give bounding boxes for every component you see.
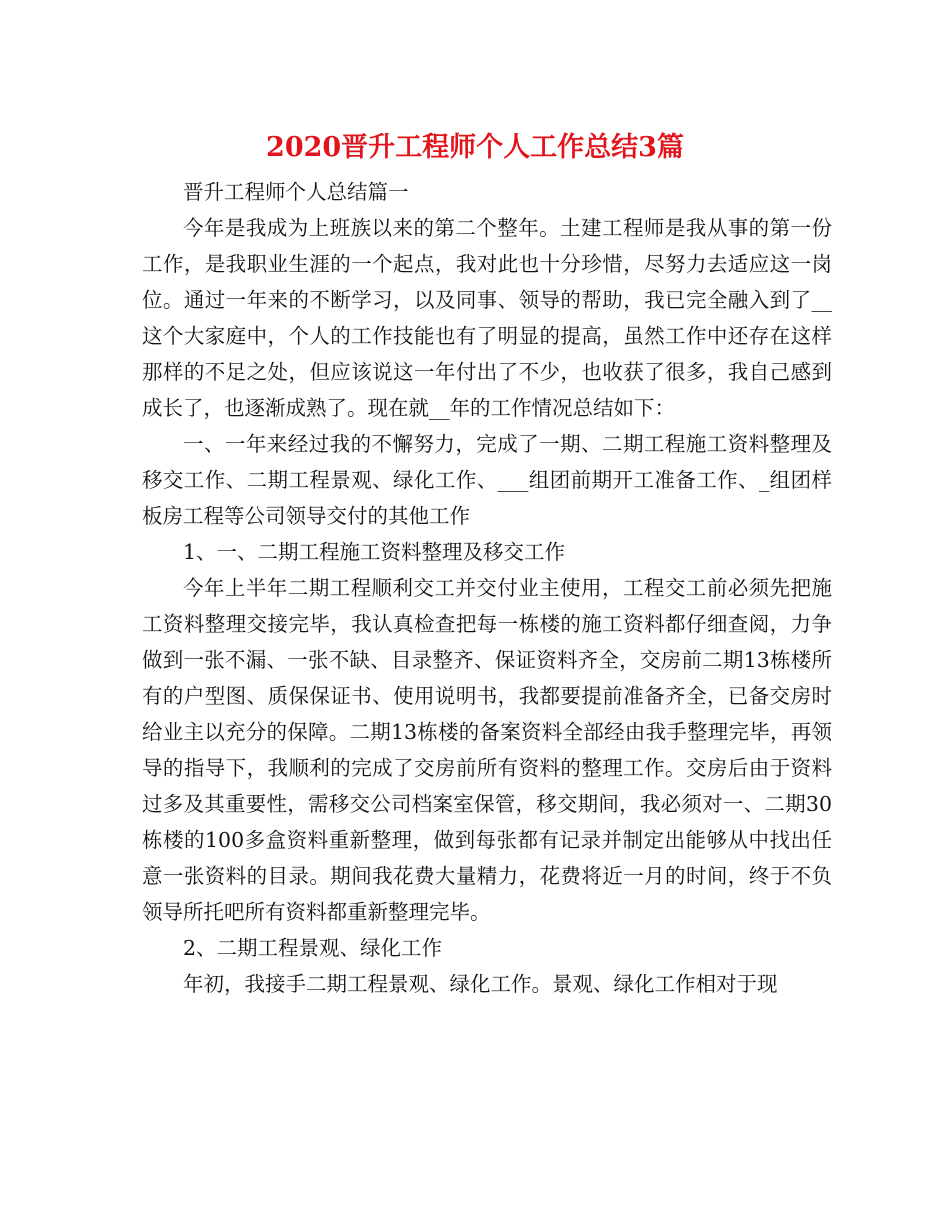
body-paragraph: 一、一年来经过我的不懈努力，完成了一期、二期工程施工资料整理及移交工作、二期工程景观、绿化工作、___组团前期开工准备工作、_组团样板房工程等公司领导交付的其他工作 (142, 432, 832, 528)
document-body (142, 174, 832, 1002)
body-paragraph: 年初，我接手二期工程景观、绿化工作。景观、绿化工作相对于现 (183, 972, 778, 996)
body-paragraph: 今年是我成为上班族以来的第二个整年。土建工程师是我从事的第一份工作，是我职业生涯的一个起点，我对此也十分珍惜，尽努力去适应这一岗位。通过一年来的不断学习，以及同事、领导的帮助，我已完全融入到了__这个大家庭中，个人的工作技能也有了明显的提高，虽然工作中还存在这样那样的不足之处，但应该说这一年付出了不少，也收获了很多，我自己感到成长了，也逐渐成熟了。现在就__年的工作情况总结如下： (142, 216, 832, 420)
subsection-heading: 1、一、二期工程施工资料整理及移交工作 (183, 540, 566, 564)
document-title: 2020晋升工程师个人工作总结3篇 (266, 132, 684, 163)
section-heading: 晋升工程师个人总结篇一 (183, 180, 409, 204)
body-paragraph: 今年上半年二期工程顺利交工并交付业主使用，工程交工前必须先把施工资料整理交接完毕，我认真检查把每一栋楼的施工资料都仔细查阅，力争做到一张不漏、一张不缺、目录整齐、保证资料齐全，交房前二期13栋楼所有的户型图、质保保证书、使用说明书，我都要提前准备齐全，已备交房时给业主以充分的保障。二期13栋楼的备案资料全部经由我手整理完毕，再领导的指导下，我顺利的完成了交房前所有资料的整理工作。交房后由于资料过多及其重要性，需移交公司档案室保管，移交期间，我必须对一、二期30栋楼的100多盒资料重新整理，做到每张都有记录并制定出能够从中找出任意一张资料的目录。期间我花费大量精力，花费将近一月的时间，终于不负领导所托吧所有资料都重新整理完毕。 (142, 576, 832, 924)
subsection-heading: 2、二期工程景观、绿化工作 (183, 936, 443, 960)
